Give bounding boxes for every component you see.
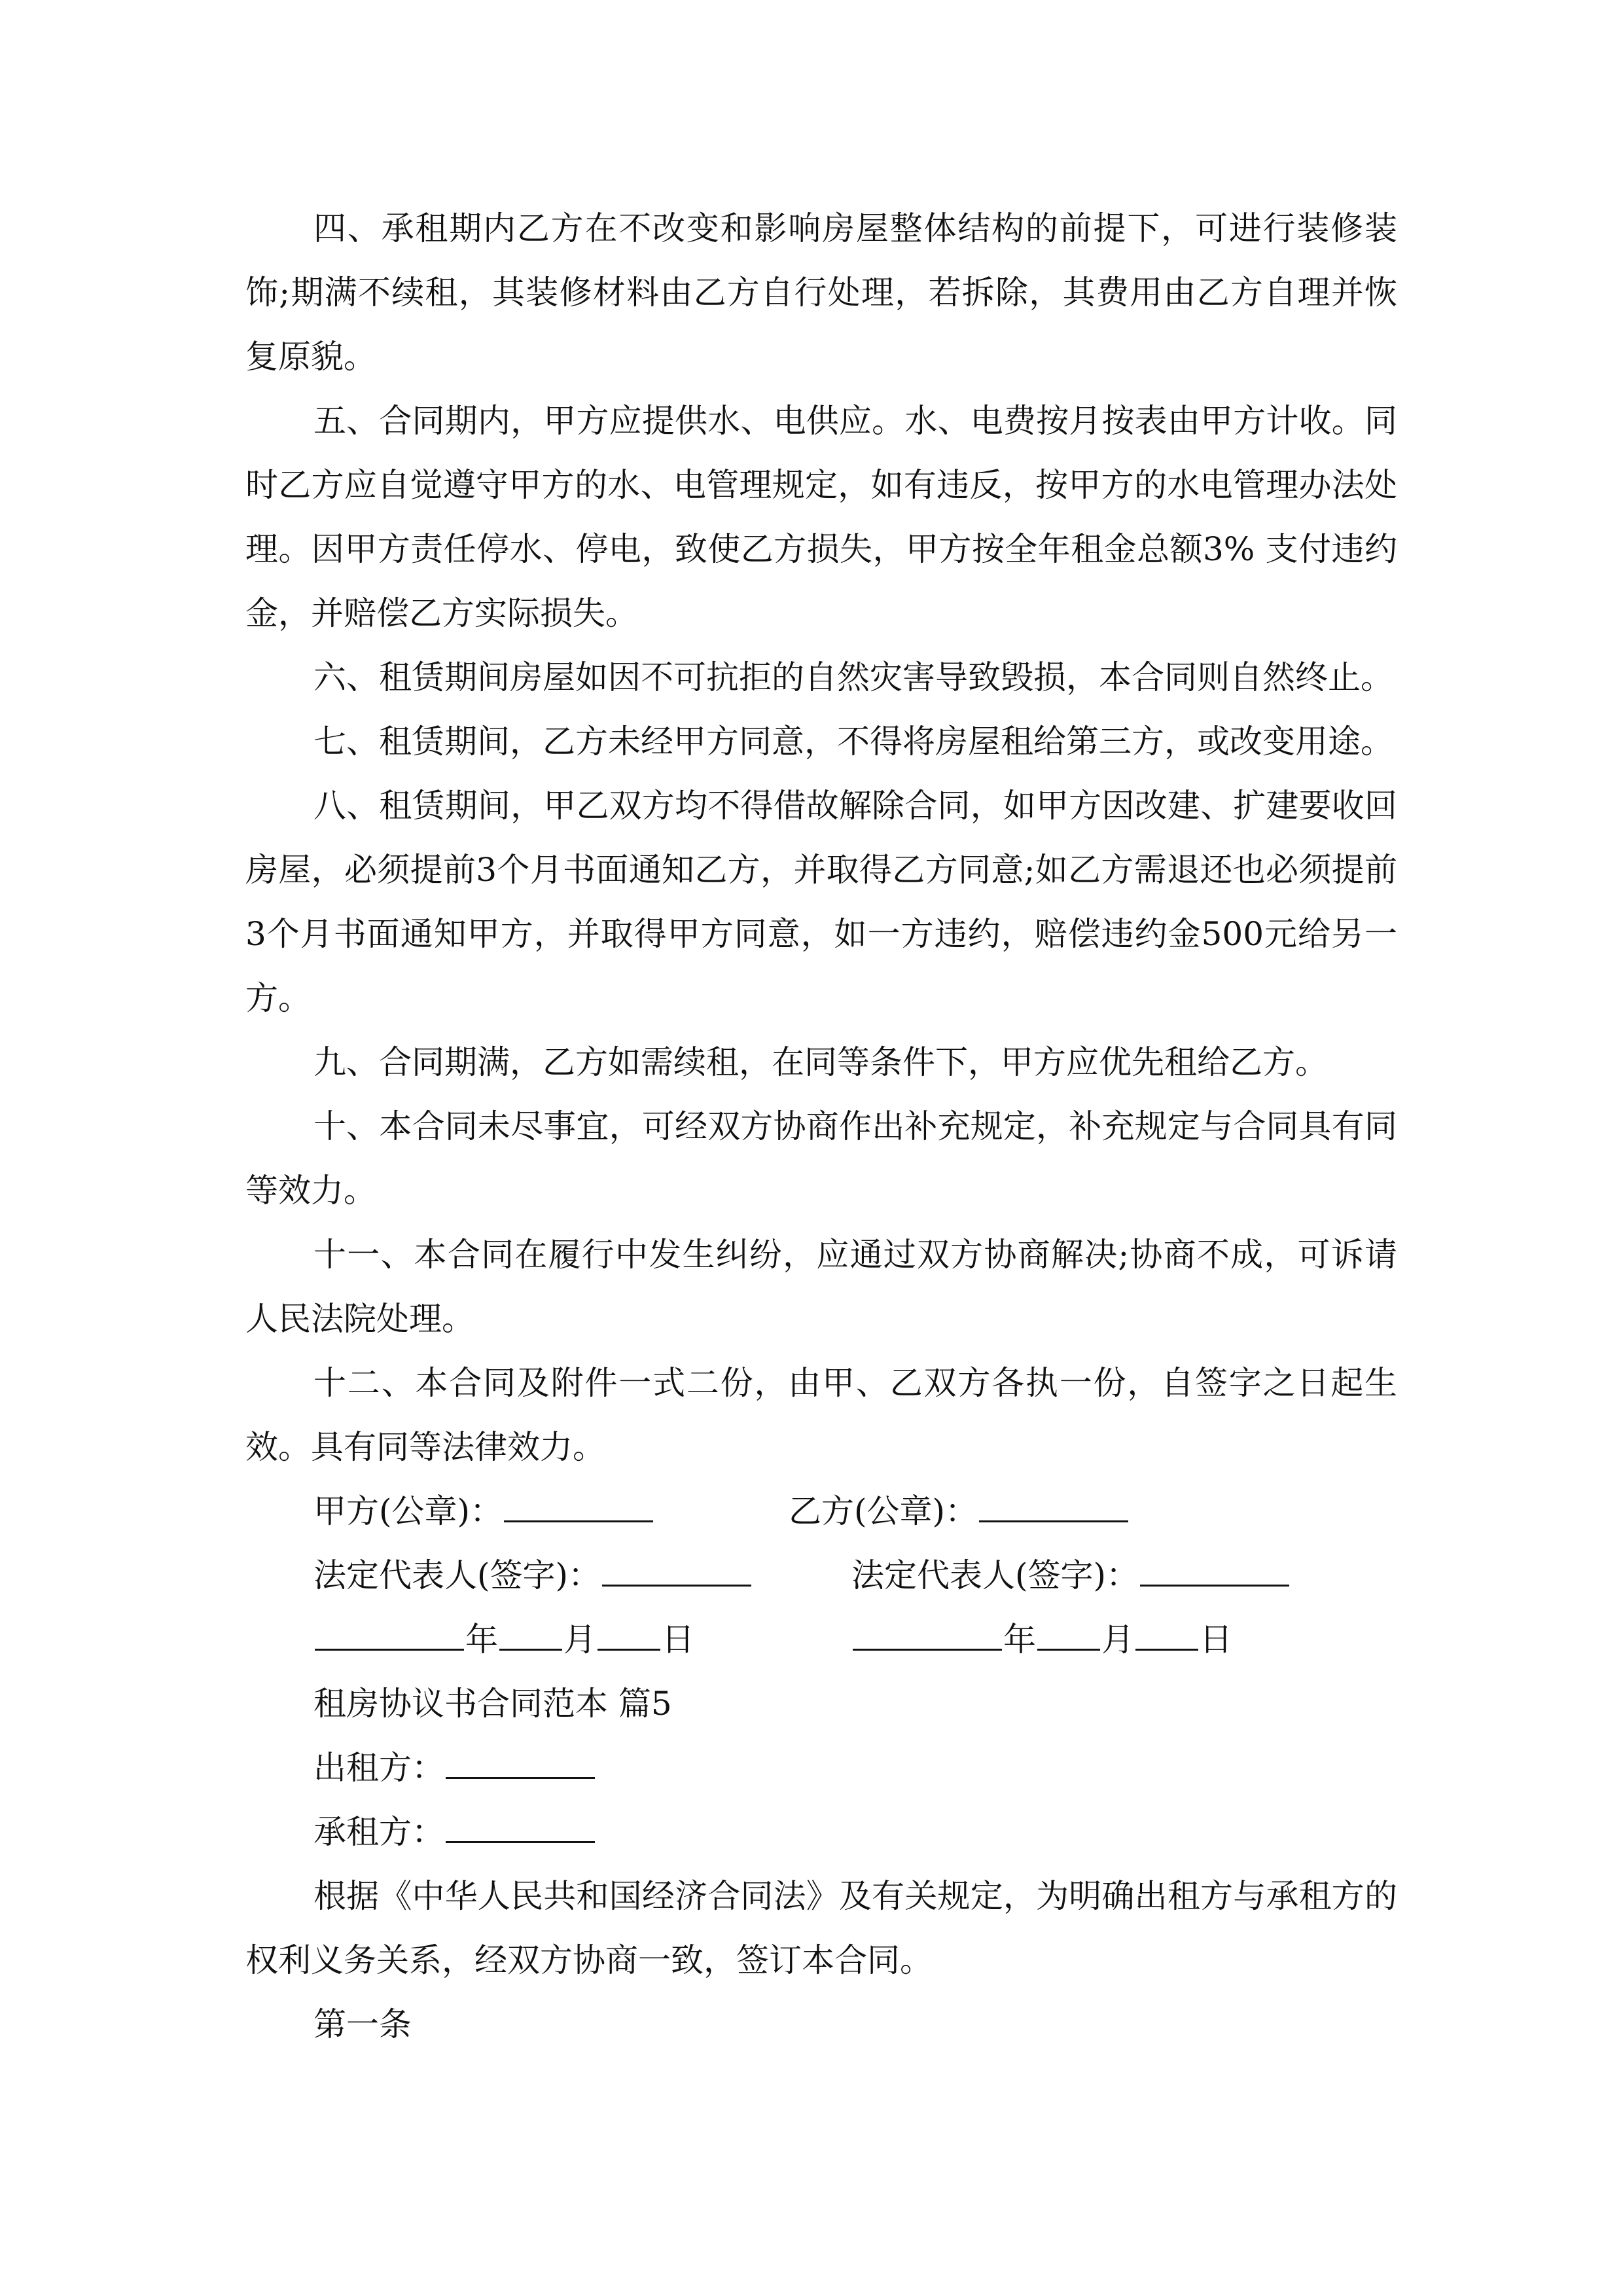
signature-row-date [245, 1607, 1397, 1672]
article-1-heading: 第一条 [313, 2005, 412, 2043]
clause-7: 七、租赁期间，乙方未经甲方同意，不得将房屋租给第三方，或改变用途。 [313, 723, 1393, 761]
party-b-rep [851, 1543, 1291, 1607]
party-a-rep-label: 法定代表人(签字)： [313, 1556, 601, 1594]
party-a-seal-blank [504, 1480, 653, 1522]
lessor-line [245, 1736, 1397, 1800]
lessor-label: 出租方： [313, 1749, 444, 1787]
party-b-day-blank [1135, 1608, 1198, 1651]
lessee-label: 承租方： [313, 1813, 444, 1851]
lessor-blank [446, 1736, 595, 1779]
section-5-intro: 根据《中华人民共和国经济合同法》及有关规定，为明确出租方与承租方的权利义务关系，经双方协商一致，签订本合同。 [245, 1877, 1397, 1979]
document-body [245, 196, 1397, 2056]
party-b-year-blank [853, 1608, 1002, 1651]
party-a-seal [313, 1479, 654, 1543]
party-b-month-blank [1037, 1608, 1100, 1651]
party-a-month-label: 月 [563, 1621, 596, 1659]
party-a-day-label: 日 [662, 1621, 694, 1659]
party-a-rep [313, 1543, 753, 1607]
clause-8: 八、租赁期间，甲乙双方均不得借故解除合同，如甲方因改建、扩建要收回房屋，必须提前3个月书面通知乙方，并取得乙方同意;如乙方需退还也必须提前3个月书面通知甲方，并取得甲方同意，如一方违约，赔偿违约金500元给另一方。 [245, 787, 1397, 1017]
party-a-month-blank [499, 1608, 562, 1651]
clause-12: 十二、本合同及附件一式二份，由甲、乙双方各执一份，自签字之日起生效。具有同等法律效力。 [245, 1364, 1397, 1466]
clause-4: 四、承租期内乙方在不改变和影响房屋整体结构的前提下，可进行装修装饰;期满不续租，其装修材料由乙方自行处理，若拆除，其费用由乙方自理并恢复原貌。 [245, 209, 1397, 376]
party-a-rep-blank [602, 1544, 751, 1587]
party-a-year-label: 年 [465, 1621, 498, 1659]
party-b-rep-label: 法定代表人(签字)： [851, 1556, 1139, 1594]
signature-row-seal [245, 1479, 1397, 1543]
party-a-day-blank [597, 1608, 660, 1651]
clause-9: 九、合同期满，乙方如需续租，在同等条件下，甲方应优先租给乙方。 [313, 1043, 1328, 1081]
clause-6: 六、租赁期间房屋如因不可抗拒的自然灾害导致毁损，本合同则自然终止。 [313, 658, 1393, 696]
clause-11: 十一、本合同在履行中发生纠纷，应通过双方协商解决;协商不成，可诉请人民法院处理。 [245, 1236, 1397, 1338]
party-b-seal-label: 乙方(公章)： [789, 1492, 978, 1530]
party-b-year-label: 年 [1003, 1621, 1036, 1659]
signature-row-rep [245, 1543, 1397, 1607]
party-a-year-blank [315, 1608, 464, 1651]
clause-10: 十、本合同未尽事宜，可经双方协商作出补充规定，补充规定与合同具有同等效力。 [245, 1107, 1397, 1210]
clause-5: 五、合同期内，甲方应提供水、电供应。水、电费按月按表由甲方计收。同时乙方应自觉遵守甲方的水、电管理规定，如有违反，按甲方的水电管理办法处理。因甲方责任停水、停电，致使乙方损失，甲方按全年租金总额3% 支付违约金，并赔偿乙方实际损失。 [245, 402, 1397, 632]
party-b-day-label: 日 [1200, 1621, 1232, 1659]
party-a-date [313, 1607, 694, 1672]
party-b-seal-blank [979, 1480, 1128, 1522]
lessee-blank [446, 1801, 595, 1843]
party-a-seal-label: 甲方(公章)： [313, 1492, 503, 1530]
lessee-line [245, 1800, 1397, 1864]
party-b-date [851, 1607, 1232, 1672]
party-b-month-label: 月 [1101, 1621, 1134, 1659]
party-b-seal [789, 1479, 1130, 1543]
section-5-title: 租房协议书合同范本 篇5 [313, 1685, 672, 1723]
party-b-rep-blank [1140, 1544, 1289, 1587]
